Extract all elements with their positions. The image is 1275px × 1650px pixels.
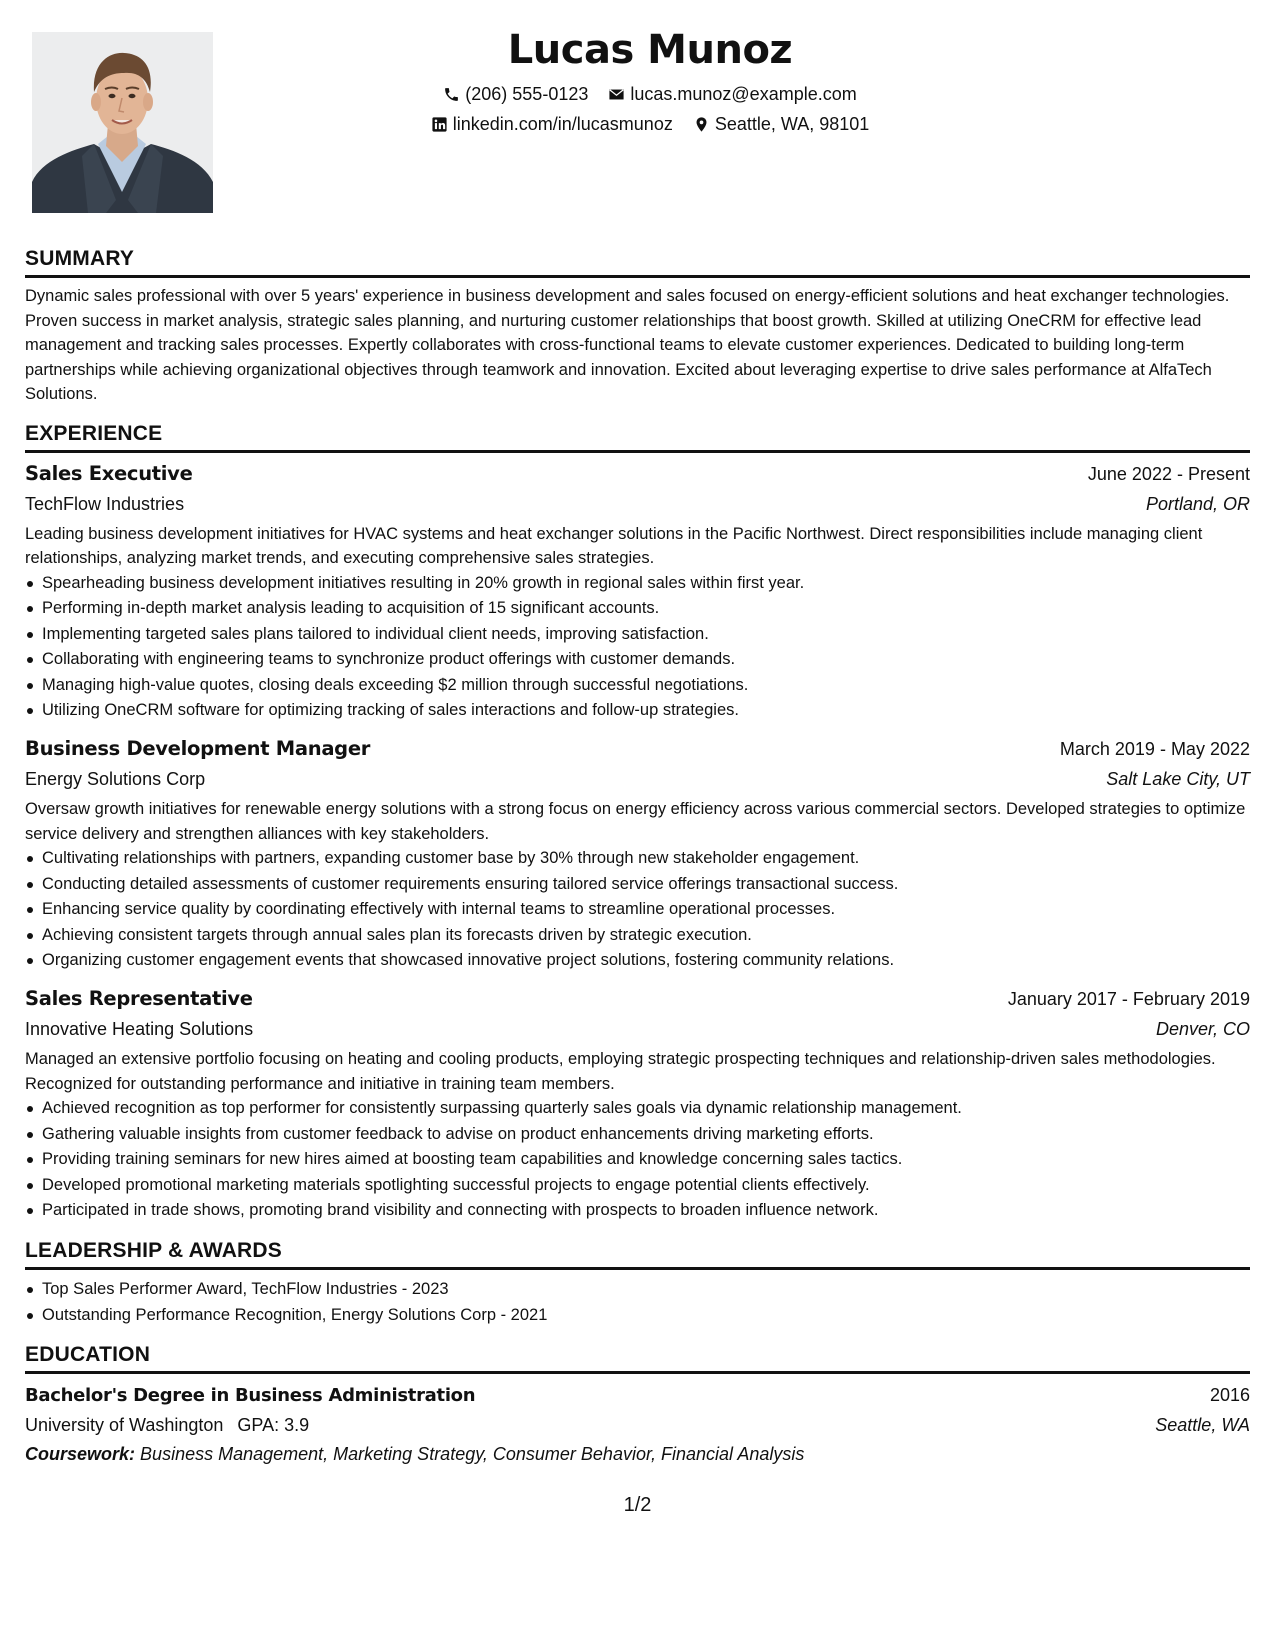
- phone-number: (206) 555-0123: [465, 84, 589, 104]
- section-title-experience: EXPERIENCE: [25, 421, 163, 445]
- award-item: Top Sales Performer Award, TechFlow Industries - 2023: [25, 1277, 1250, 1303]
- job-bullet: Achieving consistent targets through annual sales plan its forecasts driven by strategic execution.: [25, 923, 1250, 949]
- graduation-year: 2016: [1209, 1385, 1250, 1406]
- summary-text: Dynamic sales professional with over 5 years' experience in business development and sales focused on energy-efficient solutions and heat exchanger technologies. Proven success in market analysis, strategic sales planning, and nurturing customer relationships that boost growth. Skilled at utilizing OneCRM for effective lead management and tracking sales processes. Expertly collaborates with cross-functional teams to elevate customer experiences. Dedicated to building long-term partnerships while achieving organizational objectives through teamwork and innovation. Excited about leveraging expertise to drive sales performance at AlfaTech Solutions.: [25, 287, 1230, 403]
- job-location: Denver, CO: [1155, 1019, 1250, 1040]
- coursework-label: Coursework:: [25, 1444, 136, 1465]
- job-bullet: Gathering valuable insights from customer feedback to advise on product enhancements driving marketing efforts.: [25, 1122, 1250, 1148]
- job-bullet: Participated in trade shows, promoting brand visibility and connecting with prospects to broaden influence network.: [25, 1198, 1250, 1224]
- job-bullet: Collaborating with engineering teams to synchronize product offerings with customer demands.: [25, 647, 1250, 673]
- map-pin-icon: [693, 116, 710, 133]
- job-bullet: Developed promotional marketing materials spotlighting successful projects to engage potential clients effectively.: [25, 1173, 1250, 1199]
- phone-icon: [443, 86, 460, 103]
- job-bullet: Implementing targeted sales plans tailored to individual client needs, improving satisfaction.: [25, 622, 1250, 648]
- section-title-summary: SUMMARY: [25, 247, 135, 270]
- school-name: University of Washington: [25, 1415, 224, 1436]
- job-entry: [25, 984, 1250, 1224]
- job-location: Portland, OR: [1145, 493, 1250, 514]
- education-header: [25, 1380, 1250, 1410]
- envelope-icon: [608, 86, 625, 103]
- candidate-name: Lucas Munoz: [507, 27, 793, 73]
- summary-section: [25, 246, 1250, 407]
- job-title: Sales Executive: [25, 461, 193, 485]
- linkedin-url: linkedin.com/in/lucasmunoz: [452, 114, 673, 134]
- education-section: [25, 1342, 1250, 1469]
- job-title: Business Development Manager: [25, 737, 371, 761]
- education-entry: [25, 1380, 1250, 1469]
- contact-location: [693, 112, 869, 136]
- section-divider: [25, 1371, 1250, 1374]
- job-company: Innovative Heating Solutions: [25, 1019, 254, 1040]
- contact-phone[interactable]: [443, 82, 588, 106]
- job-dates: June 2022 - Present: [1087, 463, 1250, 484]
- job-bullet: Cultivating relationships with partners, expanding customer base by 30% through new stakeholder engagement.: [25, 846, 1250, 872]
- profile-photo-image: [32, 32, 213, 213]
- job-description: Managed an extensive portfolio focusing on heating and cooling products, employing strategic prospecting techniques and relationship-driven sales methodologies. Recognized for outstanding performance and initiative in training team members.: [25, 1050, 1216, 1093]
- contact-line-2: [300, 112, 1000, 136]
- resume-content: [25, 246, 1250, 1469]
- job-bullet: Spearheading business development initiatives resulting in 20% growth in regional sales within first year.: [25, 571, 1250, 597]
- experience-section: [25, 421, 1250, 1225]
- job-bullets: [25, 846, 1250, 974]
- job-header: [25, 734, 1250, 764]
- job-bullet: Enhancing service quality by coordinating effectively with internal teams to streamline operational processes.: [25, 897, 1250, 923]
- degree-title: Bachelor's Degree in Business Administration: [25, 1385, 476, 1407]
- education-subheader: [25, 1410, 1250, 1440]
- contact-email[interactable]: [608, 82, 856, 106]
- location-text: Seattle, WA, 98101: [714, 114, 870, 134]
- contact-linkedin[interactable]: [431, 112, 673, 136]
- job-title: Sales Representative: [25, 987, 253, 1011]
- coursework-list: Business Management, Marketing Strategy, Consumer Behavior, Financial Analysis: [140, 1444, 805, 1465]
- section-divider: [25, 450, 1250, 453]
- linkedin-icon: [431, 116, 448, 133]
- section-divider: [25, 275, 1250, 278]
- coursework: [25, 1440, 1250, 1469]
- job-description: Leading business development initiatives for HVAC systems and heat exchanger solutions in the Pacific Northwest. Direct responsibilities include managing client relationships, analyzing market trends, and executing comprehensive sales strategies.: [25, 524, 1203, 567]
- job-entry: [25, 459, 1250, 725]
- job-bullet: Performing in-depth market analysis leading to acquisition of 15 significant accounts.: [25, 596, 1250, 622]
- job-bullet: Conducting detailed assessments of customer requirements ensuring tailored service offerings transactional success.: [25, 872, 1250, 898]
- job-description: Oversaw growth initiatives for renewable energy solutions with a strong focus on energy efficiency across various commercial sectors. Developed strategies to optimize service delivery and strengthen alliances with key stakeholders.: [25, 800, 1246, 843]
- job-company: Energy Solutions Corp: [25, 769, 206, 790]
- job-bullet: Achieved recognition as top performer for consistently surpassing quarterly sales goals via dynamic relationship management.: [25, 1096, 1250, 1122]
- job-subheader: [25, 1014, 1250, 1044]
- job-bullet: Organizing customer engagement events that showcased innovative project solutions, fostering community relations.: [25, 948, 1250, 974]
- job-dates: January 2017 - February 2019: [1007, 989, 1250, 1010]
- job-entry: [25, 734, 1250, 974]
- job-subheader: [25, 489, 1250, 519]
- award-item: Outstanding Performance Recognition, Energy Solutions Corp - 2021: [25, 1303, 1250, 1329]
- job-bullet: Managing high-value quotes, closing deals exceeding $2 million through successful negotiations.: [25, 673, 1250, 699]
- job-bullet: Providing training seminars for new hires aimed at boosting team capabilities and knowledge concerning sales tactics.: [25, 1147, 1250, 1173]
- school-info: [25, 1410, 309, 1440]
- job-company: TechFlow Industries: [25, 493, 185, 514]
- resume-header: [300, 24, 1000, 136]
- contact-line-1: [300, 82, 1000, 106]
- job-bullets: [25, 571, 1250, 725]
- leadership-section: [25, 1238, 1250, 1328]
- gpa: GPA: 3.9: [237, 1415, 310, 1436]
- job-location: Salt Lake City, UT: [1106, 769, 1250, 790]
- section-divider: [25, 1267, 1250, 1270]
- job-bullets: [25, 1096, 1250, 1224]
- awards-list: [25, 1277, 1250, 1328]
- profile-photo: [32, 32, 213, 213]
- job-dates: March 2019 - May 2022: [1059, 739, 1250, 760]
- section-title-leadership: LEADERSHIP & AWARDS: [25, 1239, 282, 1262]
- job-bullet: Utilizing OneCRM software for optimizing tracking of sales interactions and follow-up strategies.: [25, 698, 1250, 724]
- page-number: 1/2: [623, 1494, 652, 1516]
- email-address: lucas.munoz@example.com: [630, 84, 857, 104]
- job-subheader: [25, 764, 1250, 794]
- job-header: [25, 984, 1250, 1014]
- job-header: [25, 459, 1250, 489]
- school-location: Seattle, WA: [1155, 1415, 1250, 1436]
- section-title-education: EDUCATION: [25, 1343, 151, 1367]
